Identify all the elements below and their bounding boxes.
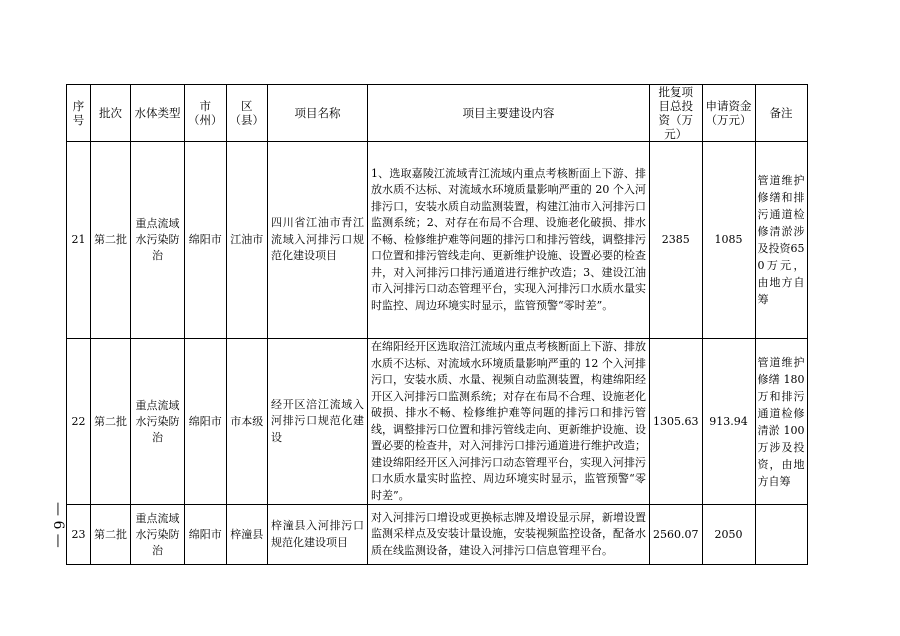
cell-water-type: 重点流域水污染防治 xyxy=(131,142,185,339)
cell-approved-investment: 1305.63 xyxy=(650,339,703,505)
page-number: — 6 — xyxy=(50,502,66,548)
cell-district: 梓潼县 xyxy=(226,505,268,565)
cell-notes xyxy=(755,505,807,565)
cell-approved-investment: 2560.07 xyxy=(650,505,703,565)
cell-batch: 第二批 xyxy=(91,505,131,565)
cell-batch: 第二批 xyxy=(91,339,131,505)
cell-project-name: 经开区涪江流域入河排污口规范化建设 xyxy=(268,339,368,505)
cell-water-type: 重点流域水污染防治 xyxy=(131,339,185,505)
header-row xyxy=(67,85,808,142)
project-table xyxy=(66,84,808,565)
cell-content: 1、选取嘉陵江流域青江流域内重点考核断面上下游、排放水质不达标、对流域水环境质量影响严重的 20 个入河排污口，安装水质自动监测装置，构建江油市入河排污口监测系统；2、对存在布局不合理、设施老化破损、排水不畅、检修维护难等问题的排污口和排污管线，调整排污口位置和排污管线走向、更新维护设施、设置必要的检查井，对入河排污口排污通道进行维护改造；3、建设江油市入河排污口动态管理平台，实现入河排污口水质水量实时监控、周边环境实时显示，监管预警“零时差”。 xyxy=(368,142,650,339)
cell-city: 绵阳市 xyxy=(185,505,227,565)
cell-content: 对入河排污口增设或更换标志牌及增设显示屏，新增设置监测采样点及安装计量设施，安装视频监控设备，配备水质在线监测设备，建设入河排污口信息管理平台。 xyxy=(368,505,650,565)
cell-content: 在绵阳经开区选取涪江流域内重点考核断面上下游、排放水质不达标、对流域水环境质量影响严重的 12 个入河排污口，安装水质、水量、视频自动监测装置，构建绵阳经开区入河排污口监测系统；对存在布局不合理、设施老化破损、排水不畅、检修维护难等问题的排污口和排污管线，调整排污口位置和排污管线走向、更新维护设施、设置必要的检查井，对入河排污口排污通道进行维护改造；建设绵阳经开区入河排污口动态管理平台，实现入河排污口水质水量实时监控、周边环境实时显示，监管预警“零时差”。 xyxy=(368,339,650,505)
cell-notes: 管道维护修缮 180万和排污通道检修清淤 100万涉及投资，由地方自筹 xyxy=(755,339,807,505)
cell-project-name: 梓潼县入河排污口规范化建设项目 xyxy=(268,505,368,565)
cell-seq: 22 xyxy=(67,339,91,505)
header-approved-investment: 批复项目总投资（万元） xyxy=(650,85,703,142)
cell-applied-funds: 2050 xyxy=(702,505,755,565)
cell-district: 市本级 xyxy=(226,339,268,505)
cell-applied-funds: 913.94 xyxy=(702,339,755,505)
cell-district: 江油市 xyxy=(226,142,268,339)
header-applied-funds: 申请资金（万元） xyxy=(702,85,755,142)
cell-city: 绵阳市 xyxy=(185,142,227,339)
cell-seq: 23 xyxy=(67,505,91,565)
header-content: 项目主要建设内容 xyxy=(368,85,650,142)
header-water-type: 水体类型 xyxy=(131,85,185,142)
cell-seq: 21 xyxy=(67,142,91,339)
table-row xyxy=(67,339,808,505)
table-row xyxy=(67,505,808,565)
cell-approved-investment: 2385 xyxy=(650,142,703,339)
cell-project-name: 四川省江油市青江流域入河排污口规范化建设项目 xyxy=(268,142,368,339)
header-seq: 序号 xyxy=(67,85,91,142)
table-row xyxy=(67,142,808,339)
cell-city: 绵阳市 xyxy=(185,339,227,505)
cell-batch: 第二批 xyxy=(91,142,131,339)
cell-applied-funds: 1085 xyxy=(702,142,755,339)
header-batch: 批次 xyxy=(91,85,131,142)
header-project-name: 项目名称 xyxy=(268,85,368,142)
cell-water-type: 重点流域水污染防治 xyxy=(131,505,185,565)
cell-notes: 管道维护修缮和排污通道检修清淤涉及投资650万元，由地方自筹 xyxy=(755,142,807,339)
header-notes: 备注 xyxy=(755,85,807,142)
header-district: 区（县） xyxy=(226,85,268,142)
header-city: 市（州） xyxy=(185,85,227,142)
